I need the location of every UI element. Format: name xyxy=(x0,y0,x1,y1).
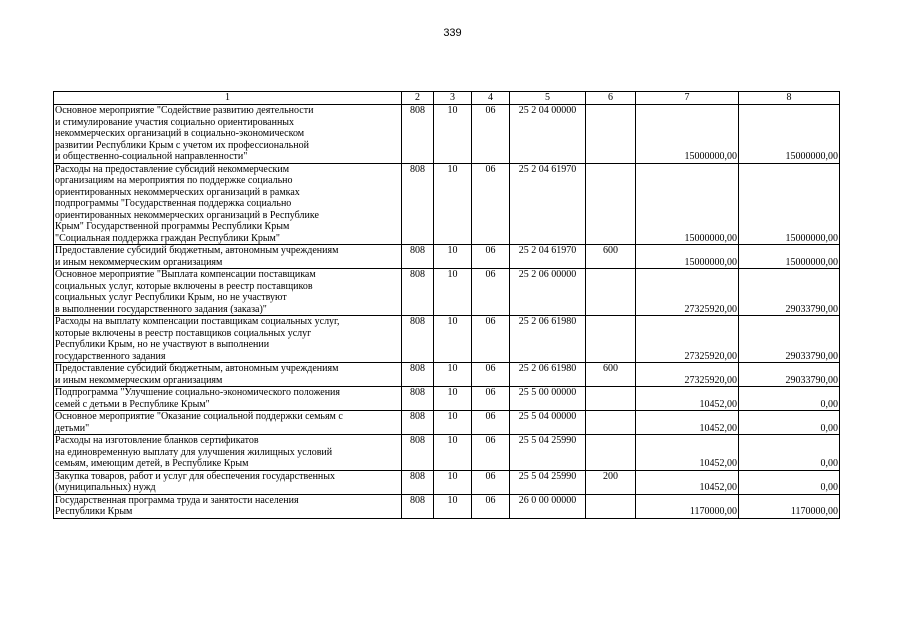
cell-expense-type xyxy=(586,411,636,435)
cell-target-code: 25 5 00 00000 xyxy=(510,387,586,411)
cell-ministry: 808 xyxy=(402,245,434,269)
row-name: Основное мероприятие "Оказание социальной поддержки семьям с детьми" xyxy=(54,411,402,435)
header-row xyxy=(54,92,840,105)
cell-amount-2: 1170000,00 xyxy=(739,494,840,518)
cell-subsection: 06 xyxy=(472,105,510,164)
cell-subsection: 06 xyxy=(472,387,510,411)
cell-subsection: 06 xyxy=(472,163,510,245)
cell-section: 10 xyxy=(434,435,472,471)
cell-amount-1: 15000000,00 xyxy=(636,245,739,269)
cell-target-code: 25 2 06 61980 xyxy=(510,363,586,387)
row-name: Подпрограмма "Улучшение социально-экономического положения семей с детьми в Республике Крым" xyxy=(54,387,402,411)
cell-ministry: 808 xyxy=(402,163,434,245)
table-row xyxy=(54,269,840,316)
row-name: Расходы на выплату компенсации поставщикам социальных услуг, которые включены в реестр поставщиков социальных услуг Республики Крым, но не участвуют в выполнении государственного задания xyxy=(54,316,402,363)
cell-section: 10 xyxy=(434,163,472,245)
cell-target-code: 25 2 04 00000 xyxy=(510,105,586,164)
cell-target-code: 26 0 00 00000 xyxy=(510,494,586,518)
cell-expense-type: 600 xyxy=(586,363,636,387)
cell-expense-type xyxy=(586,269,636,316)
cell-expense-type: 600 xyxy=(586,245,636,269)
cell-amount-1: 10452,00 xyxy=(636,435,739,471)
table-row xyxy=(54,245,840,269)
budget-table xyxy=(53,91,840,519)
table-row xyxy=(54,316,840,363)
cell-section: 10 xyxy=(434,470,472,494)
cell-amount-2: 29033790,00 xyxy=(739,269,840,316)
row-name: Предоставление субсидий бюджетным, автономным учреждениям и иным некоммерческим организациям xyxy=(54,245,402,269)
cell-ministry: 808 xyxy=(402,105,434,164)
cell-ministry: 808 xyxy=(402,387,434,411)
cell-expense-type: 200 xyxy=(586,470,636,494)
cell-subsection: 06 xyxy=(472,435,510,471)
cell-subsection: 06 xyxy=(472,411,510,435)
col-header: 4 xyxy=(472,92,510,105)
col-header: 6 xyxy=(586,92,636,105)
cell-amount-1: 1170000,00 xyxy=(636,494,739,518)
table-row xyxy=(54,105,840,164)
cell-section: 10 xyxy=(434,105,472,164)
cell-section: 10 xyxy=(434,269,472,316)
cell-expense-type xyxy=(586,387,636,411)
cell-ministry: 808 xyxy=(402,411,434,435)
cell-amount-2: 15000000,00 xyxy=(739,105,840,164)
cell-amount-2: 15000000,00 xyxy=(739,163,840,245)
cell-expense-type xyxy=(586,105,636,164)
cell-ministry: 808 xyxy=(402,494,434,518)
cell-amount-2: 15000000,00 xyxy=(739,245,840,269)
table-row xyxy=(54,411,840,435)
row-name: Расходы на предоставление субсидий некоммерческим организациям на мероприятия по поддержке социально ориентированных некоммерческих организаций в рамках подпрограммы "Государственная поддержка социально ориентированных некоммерческих организаций в Республике Крым" Государственной программы Республики Крым "Социальная поддержка граждан Республики Крым" xyxy=(54,163,402,245)
cell-target-code: 25 2 06 00000 xyxy=(510,269,586,316)
cell-section: 10 xyxy=(434,387,472,411)
cell-ministry: 808 xyxy=(402,363,434,387)
cell-target-code: 25 2 04 61970 xyxy=(510,245,586,269)
row-name: Основное мероприятие "Содействие развитию деятельности и стимулирование участия социально ориентированных некоммерческих организаций в социально-экономическом развитии Республики Крым с учетом их профессиональной и общественно-социальной направленности" xyxy=(54,105,402,164)
col-header: 7 xyxy=(636,92,739,105)
cell-subsection: 06 xyxy=(472,245,510,269)
cell-subsection: 06 xyxy=(472,470,510,494)
cell-amount-1: 27325920,00 xyxy=(636,363,739,387)
cell-amount-1: 27325920,00 xyxy=(636,316,739,363)
cell-subsection: 06 xyxy=(472,363,510,387)
cell-ministry: 808 xyxy=(402,316,434,363)
cell-ministry: 808 xyxy=(402,435,434,471)
table-row xyxy=(54,163,840,245)
cell-amount-2: 29033790,00 xyxy=(739,316,840,363)
cell-section: 10 xyxy=(434,411,472,435)
col-header: 1 xyxy=(54,92,402,105)
cell-amount-1: 10452,00 xyxy=(636,411,739,435)
cell-expense-type xyxy=(586,494,636,518)
cell-expense-type xyxy=(586,163,636,245)
cell-target-code: 25 2 04 61970 xyxy=(510,163,586,245)
cell-amount-1: 27325920,00 xyxy=(636,269,739,316)
cell-subsection: 06 xyxy=(472,316,510,363)
cell-target-code: 25 5 04 25990 xyxy=(510,470,586,494)
cell-expense-type xyxy=(586,316,636,363)
table-row xyxy=(54,494,840,518)
table-row xyxy=(54,435,840,471)
cell-section: 10 xyxy=(434,363,472,387)
cell-amount-1: 10452,00 xyxy=(636,387,739,411)
cell-amount-2: 0,00 xyxy=(739,435,840,471)
cell-ministry: 808 xyxy=(402,470,434,494)
row-name: Основное мероприятие "Выплата компенсации поставщикам социальных услуг, которые включены в реестр поставщиков социальных услуг Республики Крым, но не участвуют в выполнении государственного задания (заказа)" xyxy=(54,269,402,316)
cell-amount-2: 0,00 xyxy=(739,411,840,435)
table-row xyxy=(54,470,840,494)
row-name: Расходы на изготовление бланков сертификатов на единовременную выплату для улучшения жилищных условий семьям, имеющим детей, в Республике Крым xyxy=(54,435,402,471)
cell-amount-1: 15000000,00 xyxy=(636,163,739,245)
cell-amount-2: 29033790,00 xyxy=(739,363,840,387)
col-header: 8 xyxy=(739,92,840,105)
table-row xyxy=(54,363,840,387)
row-name: Закупка товаров, работ и услуг для обеспечения государственных (муниципальных) нужд xyxy=(54,470,402,494)
cell-amount-1: 15000000,00 xyxy=(636,105,739,164)
cell-subsection: 06 xyxy=(472,494,510,518)
cell-subsection: 06 xyxy=(472,269,510,316)
cell-section: 10 xyxy=(434,245,472,269)
cell-expense-type xyxy=(586,435,636,471)
cell-amount-2: 0,00 xyxy=(739,387,840,411)
cell-section: 10 xyxy=(434,316,472,363)
cell-amount-1: 10452,00 xyxy=(636,470,739,494)
page-number: 339 xyxy=(443,27,462,39)
col-header: 5 xyxy=(510,92,586,105)
row-name: Предоставление субсидий бюджетным, автономным учреждениям и иным некоммерческим организациям xyxy=(54,363,402,387)
cell-target-code: 25 5 04 00000 xyxy=(510,411,586,435)
table-row xyxy=(54,387,840,411)
col-header: 3 xyxy=(434,92,472,105)
cell-amount-2: 0,00 xyxy=(739,470,840,494)
row-name: Государственная программа труда и занятости населения Республики Крым xyxy=(54,494,402,518)
col-header: 2 xyxy=(402,92,434,105)
cell-target-code: 25 5 04 25990 xyxy=(510,435,586,471)
cell-target-code: 25 2 06 61980 xyxy=(510,316,586,363)
cell-section: 10 xyxy=(434,494,472,518)
cell-ministry: 808 xyxy=(402,269,434,316)
